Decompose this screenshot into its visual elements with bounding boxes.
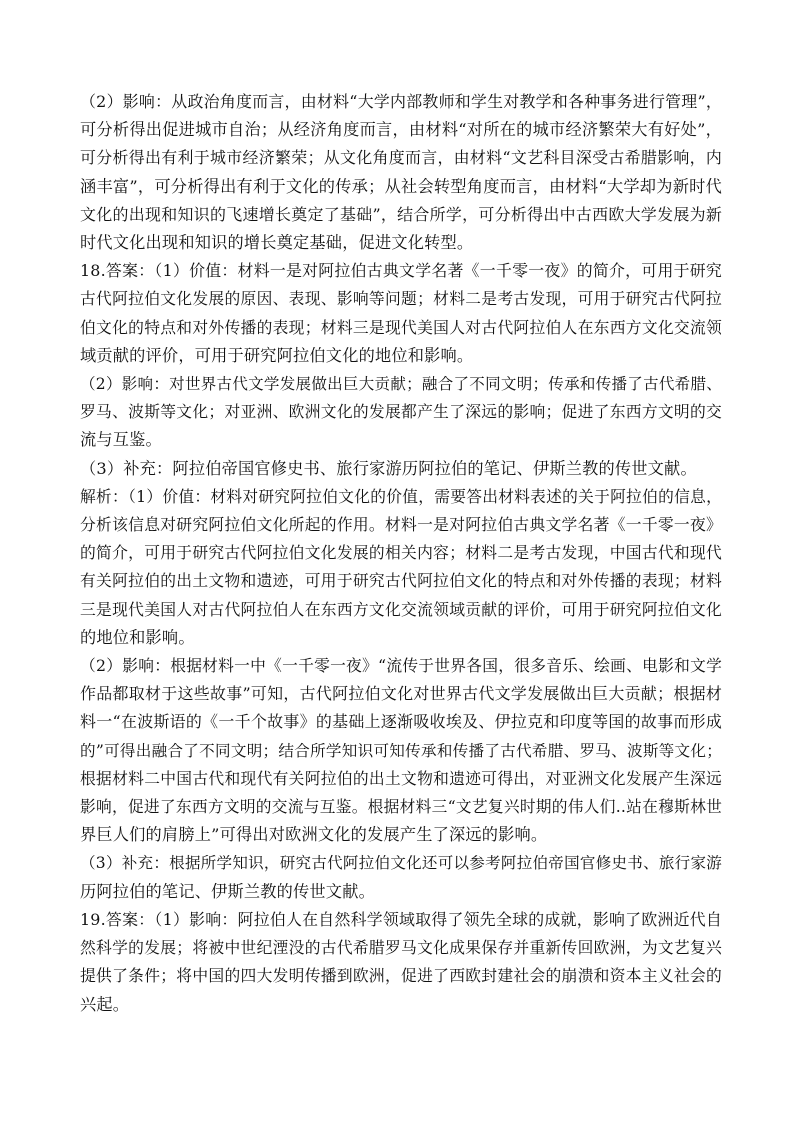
text-line: 18.答案：（1）价值：材料一是对阿拉伯古典文学名著《一千零一夜》的简介，可用于研究 <box>80 261 722 281</box>
text-line: （2）影响：从政治角度而言，由材料“大学内部教师和学生对教学和各种事务进行管理”， <box>80 92 722 111</box>
text-line: 影响，促进了东西方文明的交流与互鉴。根据材料三“文艺复兴时期的伟人们..站在穆斯林世 <box>80 797 722 817</box>
document-page <box>80 88 722 1019</box>
text-line: 可分析得出有利于城市经济繁荣；从文化角度而言，由材料“文艺科目深受古希腊影响，内 <box>80 148 722 168</box>
paragraph-q18-answer-supplement <box>80 455 722 483</box>
text-line: 罗马、波斯等文化；对亚洲、欧洲文化的发展都产生了深远的影响；促进了东西方文明的交 <box>80 402 722 422</box>
paragraph-q19-answer-influence <box>80 906 722 1019</box>
paragraph-q18-answer-value <box>80 257 722 370</box>
text-line: 三是现代美国人对古代阿拉伯人在东西方文化交流领域贡献的评价，可用于研究阿拉伯文化 <box>80 599 722 619</box>
text-line: （2）影响：根据材料一中《一千零一夜》“流传于世界各国，很多音乐、绘画、电影和文学 <box>80 656 722 676</box>
text-line: 域贡献的评价，可用于研究阿拉伯文化的地位和影响。 <box>80 345 474 365</box>
text-line: （2）影响：对世界古代文学发展做出巨大贡献；融合了不同文明；传承和传播了古代希腊、 <box>80 375 722 394</box>
text-line: 分析该信息对研究阿拉伯文化所起的作用。材料一是对阿拉伯古典文学名著《一千零一夜》 <box>80 515 722 535</box>
text-line: 料一“在波斯语的《一千个故事》的基础上逐渐吸收埃及、伊拉克和印度等国的故事而形成 <box>80 712 722 732</box>
paragraph-q18-analysis-influence <box>80 652 722 849</box>
text-line: 有关阿拉伯的出土文物和遗迹，可用于研究古代阿拉伯文化的特点和对外传播的表现；材料 <box>80 571 722 591</box>
paragraph-q17-influence <box>80 88 722 257</box>
text-line: 兴起。 <box>80 994 130 1014</box>
text-line: 古代阿拉伯文化发展的原因、表现、影响等问题；材料二是考古发现，可用于研究古代阿拉 <box>80 289 722 309</box>
text-line: 19.答案：（1）影响：阿拉伯人在自然科学领域取得了领先全球的成就，影响了欧洲近代自 <box>80 909 722 929</box>
paragraph-q18-analysis-value <box>80 483 722 652</box>
text-line: 历阿拉伯的笔记、伊斯兰教的传世文献。 <box>80 881 375 901</box>
text-line: 时代文化出现和知识的增长奠定基础，促进文化转型。 <box>80 233 474 253</box>
text-line: 作品都取材于这些故事”可知，古代阿拉伯文化对世界古代文学发展做出巨大贡献；根据材 <box>80 684 722 704</box>
text-line: 涵丰富”，可分析得出有利于文化的传承；从社会转型角度而言，由材料“大学却为新时代 <box>80 176 722 196</box>
text-line: 根据材料二中国古代和现代有关阿拉伯的出土文物和遗迹可得出，对亚洲文化发展产生深远 <box>80 768 722 788</box>
paragraph-q18-analysis-supplement <box>80 849 722 905</box>
text-line: 解析：（1）价值：材料对研究阿拉伯文化的价值，需要答出材料表述的关于阿拉伯的信息， <box>80 486 722 506</box>
text-line: 伯文化的特点和对外传播的表现；材料三是现代美国人对古代阿拉伯人在东西方文化交流领 <box>80 317 722 337</box>
text-line: 的简介，可用于研究古代阿拉伯文化发展的相关内容；材料二是考古发现，中国古代和现代 <box>80 543 722 563</box>
text-line: 的”可得出融合了不同文明；结合所学知识可知传承和传播了古代希腊、罗马、波斯等文化； <box>80 741 722 760</box>
text-line: 可分析得出促进城市自治；从经济角度而言，由材料“对所在的城市经济繁荣大有好处”， <box>80 120 722 140</box>
text-line: 流与互鉴。 <box>80 430 162 450</box>
text-line: 文化的出现和知识的飞速增长奠定了基础”，结合所学，可分析得出中古西欧大学发展为新 <box>80 204 722 224</box>
paragraph-q18-answer-influence <box>80 370 722 455</box>
text-line: （3）补充：根据所学知识，研究古代阿拉伯文化还可以参考阿拉伯帝国官修史书、旅行家游 <box>80 854 722 873</box>
text-line: 提供了条件；将中国的四大发明传播到欧洲，促进了西欧封建社会的崩溃和资本主义社会的 <box>80 966 722 986</box>
text-line: （3）补充：阿拉伯帝国官修史书、旅行家游历阿拉伯的笔记、伊斯兰教的传世文献。 <box>80 458 697 478</box>
text-line: 的地位和影响。 <box>80 627 195 647</box>
text-line: 界巨人们的肩膀上”可得出对欧洲文化的发展产生了深远的影响。 <box>80 825 548 845</box>
text-line: 然科学的发展；将被中世纪湮没的古代希腊罗马文化成果保存并重新传回欧洲，为文艺复兴 <box>80 938 722 958</box>
